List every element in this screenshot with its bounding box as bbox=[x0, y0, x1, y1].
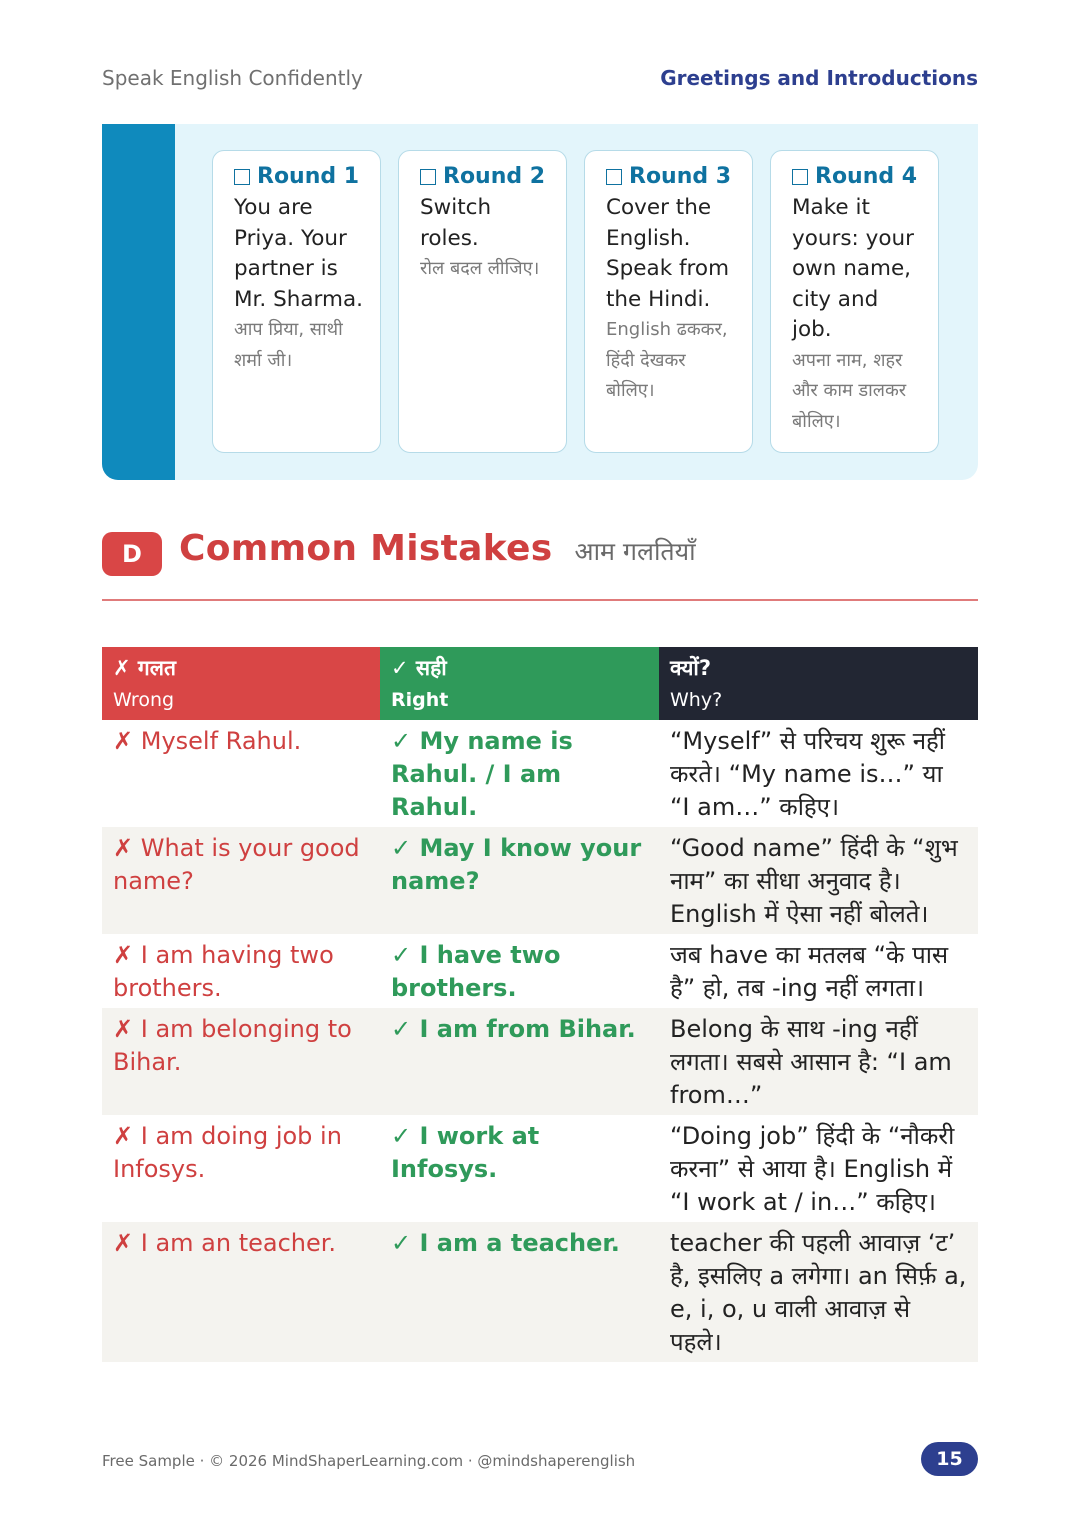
right-cell: ✓ I am from Bihar. bbox=[391, 1015, 636, 1043]
round-card-1 bbox=[212, 150, 381, 453]
wrong-cell: ✗ I am belonging to Bihar. bbox=[113, 1015, 352, 1076]
round-instruction-english: Cover the English. Speak from the Hindi. bbox=[606, 195, 730, 312]
right-cell: ✓ I have two brothers. bbox=[391, 941, 561, 1002]
common-mistakes-table bbox=[102, 647, 978, 1362]
table-row bbox=[102, 1222, 978, 1362]
section-title-english: Common Mistakes bbox=[179, 528, 553, 569]
round-instruction-hindi: रोल बदल लीजिए। bbox=[420, 258, 540, 279]
page-header bbox=[102, 66, 978, 90]
header-right: ✓ सही Right bbox=[380, 647, 659, 720]
round-instruction-english: You are Priya. Your partner is Mr. Sharma. bbox=[234, 195, 363, 312]
table-header-row bbox=[102, 647, 978, 720]
right-cell: ✓ My name is Rahul. / I am Rahul. bbox=[391, 727, 573, 821]
round-title: Round 1 bbox=[257, 164, 360, 189]
round-title: Round 3 bbox=[629, 164, 732, 189]
why-cell: “Myself” से परिचय शुरू नहीं करते। “My name is…” या “I am…” कहिए। bbox=[670, 727, 945, 821]
footer-credit: Free Sample · © 2026 MindShaperLearning.com · @mindshaperenglish bbox=[102, 1452, 636, 1470]
why-cell: teacher की पहली आवाज़ ‘ट’ है, इसलिए a लगेगा। an सिर्फ़ a, e, i, o, u वाली आवाज़ से पहले। bbox=[670, 1229, 967, 1356]
right-cell: ✓ I work at Infosys. bbox=[391, 1122, 540, 1183]
why-cell: “Doing job” हिंदी के “नौकरी करना” से आया है। English में “I work at / in…” कहिए। bbox=[670, 1122, 955, 1216]
why-cell: Belong के साथ -ing नहीं लगता। सबसे आसान है: “I am from…” bbox=[670, 1015, 952, 1109]
table-row bbox=[102, 720, 978, 827]
table-row bbox=[102, 827, 978, 934]
header-why: क्यों? Why? bbox=[659, 647, 978, 720]
round-instruction-hindi: अपना नाम, शहर और काम डालकर बोलिए। bbox=[792, 349, 907, 432]
wrong-cell: ✗ I am doing job in Infosys. bbox=[113, 1122, 342, 1183]
wrong-cell: ✗ I am an teacher. bbox=[113, 1229, 337, 1257]
table-row bbox=[102, 934, 978, 1008]
header-wrong: ✗ गलत Wrong bbox=[102, 647, 380, 720]
round-instruction-hindi: आप प्रिया, साथी शर्मा जी। bbox=[234, 319, 343, 371]
practice-rounds-panel bbox=[102, 124, 978, 480]
checkbox-icon[interactable] bbox=[420, 169, 436, 185]
round-card-3 bbox=[584, 150, 753, 453]
right-cell: ✓ May I know your name? bbox=[391, 834, 642, 895]
page-number-badge: 15 bbox=[921, 1442, 978, 1476]
round-title: Round 2 bbox=[443, 164, 546, 189]
section-letter-badge: D bbox=[102, 532, 162, 576]
round-card-2 bbox=[398, 150, 567, 453]
checkbox-icon[interactable] bbox=[234, 169, 250, 185]
checkbox-icon[interactable] bbox=[792, 169, 808, 185]
wrong-cell: ✗ I am having two brothers. bbox=[113, 941, 334, 1002]
round-instruction-english: Switch roles. bbox=[420, 195, 492, 251]
book-title: Speak English Confidently bbox=[102, 66, 363, 90]
section-heading bbox=[179, 528, 696, 569]
wrong-cell: ✗ Myself Rahul. bbox=[113, 727, 302, 755]
panel-accent-bar bbox=[102, 124, 175, 480]
right-cell: ✓ I am a teacher. bbox=[391, 1229, 620, 1257]
round-card-4 bbox=[770, 150, 939, 453]
round-instruction-hindi: English ढककर, हिंदी देखकर बोलिए। bbox=[606, 319, 728, 401]
section-divider bbox=[102, 599, 978, 601]
wrong-cell: ✗ What is your good name? bbox=[113, 834, 360, 895]
round-instruction-english: Make it yours: your own name, city and job. bbox=[792, 195, 914, 342]
why-cell: “Good name” हिंदी के “शुभ नाम” का सीधा अनुवाद है। English में ऐसा नहीं बोलते। bbox=[670, 834, 958, 928]
section-title-hindi: आम गलतियाँ bbox=[574, 537, 696, 566]
table-row bbox=[102, 1008, 978, 1115]
checkbox-icon[interactable] bbox=[606, 169, 622, 185]
round-title: Round 4 bbox=[815, 164, 918, 189]
table-row bbox=[102, 1115, 978, 1222]
chapter-title: Greetings and Introductions bbox=[660, 66, 978, 90]
why-cell: जब have का मतलब “के पास है” हो, तब -ing नहीं लगता। bbox=[670, 941, 949, 1002]
